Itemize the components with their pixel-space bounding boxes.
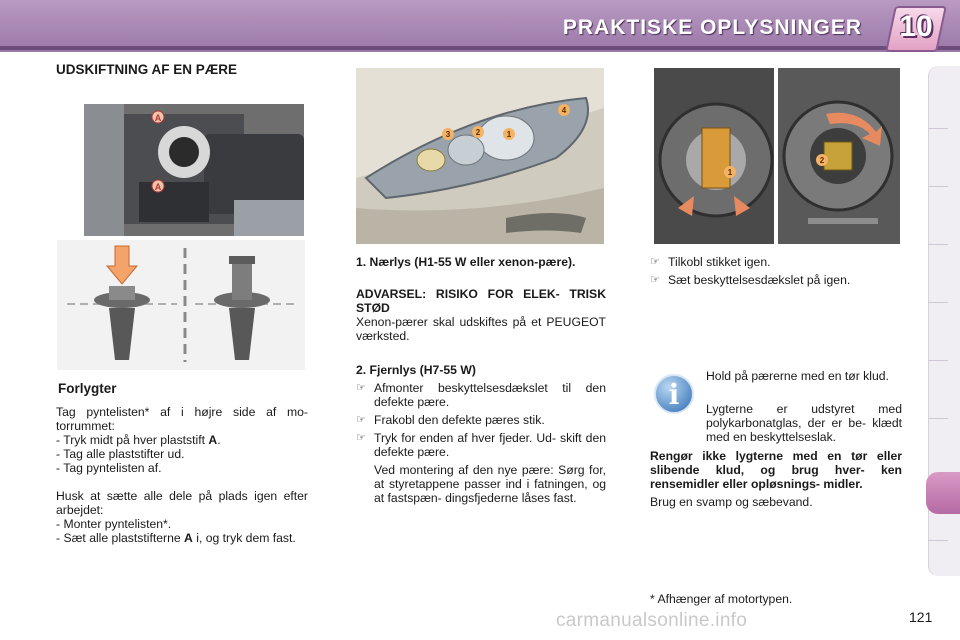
step-text: Tryk midt på hver plaststift (63, 433, 209, 447)
bullet-text: Tryk for enden af hver fjeder. Ud- skift den defekte pære. (374, 431, 606, 459)
pointer-icon: ☞ (356, 432, 366, 444)
info-tip-cloth: Hold på pærerne med en tør klud. (706, 369, 889, 383)
clip-letter: A (184, 531, 193, 545)
step-remove-trim: - Tag pyntelisten af. (56, 461, 162, 475)
step-text: Tag pyntelisten af. (63, 461, 162, 475)
bulb-socket-image-2 (778, 68, 900, 244)
step-text: Monter pyntelisten*. (63, 517, 172, 531)
pointer-icon: ☞ (356, 414, 366, 426)
info-polycarbonate: Lygterne er udstyret med polykarbonatglas, der er be- klædt med en beskyttelseslak. (706, 402, 902, 444)
reassembly-note: Husk at sætte alle dele på plads igen efter arbejdet: (56, 489, 308, 517)
tab-divider (928, 244, 948, 245)
warning-text: Xenon-pærer skal udskiftes på et PEUGEOT værksted. (356, 315, 606, 343)
bullet-text: Afmonter beskyttelsesdækslet til den defekte pære. (374, 381, 606, 409)
clip-letter: A (208, 433, 218, 447)
info-cleaning-tip: Brug en svamp og sæbevand. (650, 495, 813, 509)
chapter-number: 10 (899, 10, 933, 43)
header-underline (0, 46, 960, 50)
image-label-2: 2 (475, 128, 481, 137)
intro-text: Tag pyntelisten* af i højre side af mo- torrummet: (56, 405, 308, 433)
bullet-text: Frakobl den defekte pæres stik. (374, 413, 545, 427)
step-text: Sæt alle plaststifterne (63, 531, 185, 545)
info-icon-glyph: i (668, 378, 680, 411)
bullet-disconnect (356, 413, 606, 427)
low-beam-item: 1. Nærlys (H1-55 W eller xenon-pære). (356, 255, 576, 269)
info-cleaning-warning: Rengør ikke lygterne med en tør eller slibende klud, og brug hver- ken rensemidler eller opløsnings- midler. (650, 449, 902, 491)
pointer-icon: ☞ (650, 274, 660, 286)
engine-bay-image (84, 104, 304, 236)
page-number: 121 (909, 609, 933, 625)
subsection-title: Forlygter (58, 381, 117, 396)
bullet-replace (356, 431, 606, 459)
image-label-2: 2 (819, 156, 825, 165)
info-text-top (706, 369, 902, 388)
warning-title: ADVARSEL: RISIKO FOR ELEK- TRISK STØD (356, 287, 606, 315)
bullet-reconnect (650, 255, 902, 269)
bulb-socket-image-1 (654, 68, 774, 244)
bullet-text: Sæt beskyttelsesdækslet på igen. (668, 273, 851, 287)
high-beam-item: 2. Fjernlys (H7-55 W) (356, 363, 476, 377)
fitting-note: Ved montering af den nye pære: Sørg for, at styretappene passer ind i fatningen, og at fastspæn- dingsfjederne låses fast. (374, 463, 606, 505)
watermark: carmanualsonline.info (556, 610, 748, 631)
tab-divider (928, 128, 948, 129)
info-text (650, 402, 902, 509)
step-remove-clips: - Tag alle plaststifter ud. (56, 447, 185, 461)
pointer-icon: ☞ (356, 382, 366, 394)
image-label-3: 3 (445, 130, 451, 139)
step-press-clip: - Tryk midt på hver plaststift A. (56, 433, 221, 447)
step-end: . (217, 433, 221, 447)
chapter-title: PRAKTISKE OPLYSNINGER (562, 16, 862, 39)
tab-active-chapter[interactable] (926, 472, 960, 514)
right-column-bullets (650, 255, 902, 287)
tab-divider (928, 540, 948, 541)
bullet-remove-cover (356, 381, 606, 409)
left-column-text (56, 405, 308, 545)
step-text: i, og tryk dem fast. (192, 531, 296, 545)
tab-divider (928, 360, 948, 361)
image-label-4: 4 (561, 106, 567, 115)
middle-column-text (356, 255, 606, 505)
step-refit-clips: - Sæt alle plaststifterne A i, og tryk dem fast. (56, 531, 296, 545)
tab-divider (928, 418, 948, 419)
section-title: UDSKIFTNING AF EN PÆRE (56, 62, 238, 77)
plastic-clip-illustration (57, 240, 305, 370)
image-label-a: A (154, 113, 162, 123)
image-label-a: A (154, 182, 162, 192)
tab-divider (928, 302, 948, 303)
footnote: * Afhænger af motortypen. (650, 592, 793, 606)
bullet-refit-cover (650, 273, 902, 287)
image-label-1: 1 (506, 130, 512, 139)
bullet-text: Tilkobl stikket igen. (668, 255, 771, 269)
step-text: Tag alle plaststifter ud. (63, 447, 185, 461)
pointer-icon: ☞ (650, 256, 660, 268)
tab-divider (928, 186, 948, 187)
step-refit-trim: - Monter pyntelisten*. (56, 517, 172, 531)
image-label-1: 1 (727, 168, 733, 177)
headlamp-image (356, 68, 604, 244)
